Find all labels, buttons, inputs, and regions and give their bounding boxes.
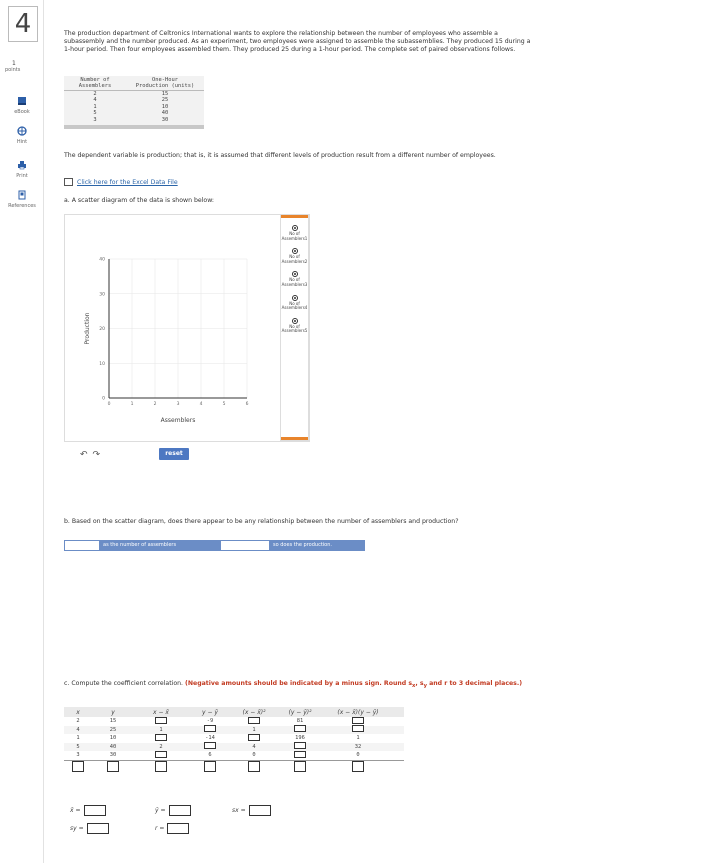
cell: 15 xyxy=(109,718,117,725)
cell: 2 xyxy=(76,718,80,725)
cell: 25 xyxy=(161,97,169,104)
sum-input[interactable] xyxy=(294,761,306,772)
cell: 4 xyxy=(76,726,80,733)
sum-cell[interactable] xyxy=(92,761,134,774)
input-cell[interactable] xyxy=(232,717,276,726)
undo-redo-controls xyxy=(80,450,105,460)
dropdown-text-1: as the number of assemblers xyxy=(100,540,220,551)
legend-item-3[interactable] xyxy=(281,271,308,287)
cell: 0 xyxy=(356,752,360,759)
r-input[interactable] xyxy=(167,823,189,834)
x-tick-label: 5 xyxy=(222,402,226,407)
table-row xyxy=(64,751,404,760)
excel-link-text[interactable]: Click here for the Excel Data File xyxy=(77,178,178,186)
col2-header-line1: One-Hour xyxy=(152,77,178,83)
col1-header-line1: Number of xyxy=(80,77,110,83)
answer-dropdown-row xyxy=(64,540,365,551)
ybar-field xyxy=(155,805,191,816)
dropdown-2[interactable] xyxy=(220,540,270,551)
cell: 30 xyxy=(161,116,169,123)
column-header: (x − x̄)² xyxy=(242,708,266,716)
sx-field xyxy=(232,805,271,816)
table-row xyxy=(64,734,404,743)
r-field xyxy=(155,823,189,834)
print-button[interactable] xyxy=(4,160,40,179)
answer-input[interactable] xyxy=(352,717,364,724)
book-icon xyxy=(17,96,27,106)
column-header: (y − ȳ)² xyxy=(288,708,312,716)
sy-field xyxy=(70,823,109,834)
y-tick-label: 0 xyxy=(102,396,105,402)
x-tick-label: 4 xyxy=(199,402,203,407)
part-c-rounding-note: (Negative amounts should be indicated by a minus sign. Round $s_x$, $s_y$ and r to 3 decimal places.) xyxy=(185,680,523,690)
part-a-text: a. A scatter diagram of the data is shown below: xyxy=(64,197,214,204)
point-marker-icon[interactable] xyxy=(292,225,298,231)
print-label: Print xyxy=(16,173,28,179)
question-number: 4 xyxy=(8,6,38,42)
r-label: r = xyxy=(155,825,165,832)
input-cell[interactable] xyxy=(134,751,188,760)
cell: 2 xyxy=(93,91,97,97)
x-tick-label: 6 xyxy=(245,402,249,407)
scatter-chart[interactable] xyxy=(65,215,311,443)
correlation-table-header xyxy=(64,707,404,717)
ybar-input[interactable] xyxy=(169,805,191,816)
answer-input[interactable] xyxy=(155,751,167,758)
cell: 4 xyxy=(252,743,256,750)
hint-icon xyxy=(17,126,27,136)
cell: 1 xyxy=(252,726,256,733)
sum-cell[interactable] xyxy=(324,761,392,774)
cell: 1 xyxy=(93,103,97,110)
column-header: y xyxy=(111,708,115,716)
column-header: x xyxy=(76,708,80,716)
xbar-field xyxy=(70,805,106,816)
answer-input[interactable] xyxy=(155,717,167,724)
input-cell[interactable] xyxy=(232,734,276,743)
column-header: y − ȳ xyxy=(202,708,218,716)
sum-input[interactable] xyxy=(72,761,84,772)
legend-item-5[interactable] xyxy=(281,318,308,334)
cell: 5 xyxy=(93,110,97,117)
table-scrollbar[interactable] xyxy=(64,125,204,129)
cell: 30 xyxy=(109,752,117,759)
sx-input[interactable] xyxy=(249,805,271,816)
part-c-text xyxy=(64,680,534,690)
cell: 1 xyxy=(356,735,360,742)
cell: -9 xyxy=(206,718,214,725)
excel-file-icon xyxy=(64,178,73,186)
point-marker-icon[interactable] xyxy=(292,318,298,324)
hint-label: Hint xyxy=(16,139,28,145)
table-row xyxy=(64,726,404,735)
input-cell[interactable] xyxy=(134,717,188,726)
dropdown-1[interactable] xyxy=(64,540,100,551)
cell: 25 xyxy=(109,726,117,733)
question-text: The production department of Celtronics International wants to explore the relationship between the number of employees who assemble a subassembly and the number produced. As an experiment, two employees were assigned to assemble the subassemblies. They produced 15 during a 1-hour period. Then four employees assembled them. They produced 25 during a 1-hour period. The complete set of paired observations follows. xyxy=(64,30,531,53)
y-tick-label: 40 xyxy=(99,257,105,263)
references-button[interactable] xyxy=(4,190,40,209)
sum-cell[interactable] xyxy=(188,761,232,774)
sum-cell[interactable] xyxy=(134,761,188,774)
sum-cell[interactable] xyxy=(64,761,92,774)
cell: 6 xyxy=(208,752,212,759)
ebook-button[interactable] xyxy=(4,96,40,115)
sum-input[interactable] xyxy=(248,761,260,772)
sy-label: sy = xyxy=(70,825,84,832)
y-axis-label: Production xyxy=(84,312,91,345)
col2-header-line2: Production (units) xyxy=(135,83,195,89)
answer-input[interactable] xyxy=(294,725,306,732)
cell: -14 xyxy=(205,735,215,742)
cell: 196 xyxy=(295,735,305,742)
x-tick-label: 1 xyxy=(130,402,134,407)
sum-cell[interactable] xyxy=(276,761,324,774)
answer-input[interactable] xyxy=(204,742,216,749)
answer-input[interactable] xyxy=(248,734,260,741)
legend-item-4[interactable] xyxy=(281,295,308,311)
y-tick-label: 20 xyxy=(99,327,105,332)
legend-label: No of Assemblers3 xyxy=(281,277,308,287)
undo-icon[interactable]: ↶ xyxy=(80,450,93,460)
legend-panel xyxy=(280,214,309,441)
x-tick-label: 3 xyxy=(176,402,180,407)
answer-input[interactable] xyxy=(204,725,216,732)
legend-label: No of Assemblers2 xyxy=(281,254,308,264)
legend-item-2[interactable] xyxy=(281,248,308,264)
redo-icon[interactable]: ↷ xyxy=(92,450,106,460)
input-cell[interactable] xyxy=(276,725,324,734)
input-cell[interactable] xyxy=(188,742,232,751)
x-tick-label: 0 xyxy=(107,402,111,407)
ybar-label: ȳ = xyxy=(155,807,166,814)
point-marker-icon[interactable] xyxy=(292,295,298,301)
col1-header-line2: Assemblers xyxy=(78,83,112,89)
points-label: points xyxy=(5,67,21,73)
sum-cell[interactable] xyxy=(232,761,276,774)
cell: 1 xyxy=(76,735,80,742)
cell: 32 xyxy=(354,743,362,750)
points-value: 1 xyxy=(12,60,16,67)
legend-scroll-up[interactable] xyxy=(281,215,308,218)
x-tick-label: 2 xyxy=(153,402,157,407)
xbar-label: x̄ = xyxy=(70,807,81,814)
column-header: x − x̄ xyxy=(153,708,169,716)
legend-label: No of Assemblers5 xyxy=(281,323,308,334)
cell: 5 xyxy=(76,743,80,750)
dependent-variable-text: The dependent variable is production; that is, it is assumed that different levels of production result from a different number of employees. xyxy=(64,152,496,159)
input-cell[interactable] xyxy=(276,751,324,760)
sy-input[interactable] xyxy=(87,823,109,834)
cell: 40 xyxy=(161,110,169,117)
print-icon xyxy=(17,160,27,170)
cell: 3 xyxy=(93,116,97,123)
part-c-instruction: c. Compute the coefficient correlation. xyxy=(64,680,184,687)
legend-label: No of Assemblers4 xyxy=(281,300,308,311)
cell: 0 xyxy=(252,752,256,759)
input-cell[interactable] xyxy=(188,725,232,734)
hint-button[interactable] xyxy=(4,126,40,145)
legend-item-1[interactable] xyxy=(281,225,308,241)
table-row xyxy=(64,117,204,123)
sx-label: sx = xyxy=(232,807,246,814)
sum-input[interactable] xyxy=(352,761,364,772)
point-marker-icon[interactable] xyxy=(292,271,298,277)
cell: 4 xyxy=(93,97,97,104)
table-row xyxy=(64,743,404,752)
cell: 1 xyxy=(159,726,163,733)
column-header: (x − x̄)(y − ȳ) xyxy=(337,708,379,716)
cell: 2 xyxy=(159,743,163,750)
correlation-table xyxy=(64,707,404,774)
cell: 3 xyxy=(76,752,80,759)
legend-label: No of Assemblers1 xyxy=(281,231,308,241)
cell: 15 xyxy=(161,91,169,97)
legend-scroll-down[interactable] xyxy=(281,437,308,440)
table-row xyxy=(64,717,404,726)
cell: 81 xyxy=(296,718,304,725)
left-rail xyxy=(0,0,44,863)
y-tick-label: 30 xyxy=(99,292,105,298)
point-marker-icon[interactable] xyxy=(292,248,298,254)
reset-button[interactable]: reset xyxy=(159,448,189,460)
references-label: References xyxy=(8,203,36,209)
ebook-label: eBook xyxy=(14,109,30,115)
sum-input[interactable] xyxy=(107,761,119,772)
answer-input[interactable] xyxy=(155,734,167,741)
cell: 40 xyxy=(109,743,117,750)
sum-row xyxy=(64,760,404,774)
answer-input[interactable] xyxy=(294,751,306,758)
dropdown-text-2: so does the production. xyxy=(270,540,365,551)
answer-input[interactable] xyxy=(248,717,260,724)
x-axis-label: Assemblers xyxy=(160,417,196,424)
answer-input[interactable] xyxy=(294,742,306,749)
cell: 10 xyxy=(109,735,117,742)
data-table xyxy=(64,76,204,129)
input-cell[interactable] xyxy=(324,725,392,734)
scatter-chart-frame[interactable] xyxy=(64,214,310,442)
input-cell[interactable] xyxy=(134,734,188,743)
part-b-text: b. Based on the scatter diagram, does there appear to be any relationship between the number of assemblers and production? xyxy=(64,518,459,525)
y-tick-label: 10 xyxy=(99,361,105,367)
answer-input[interactable] xyxy=(352,725,364,732)
data-table-header xyxy=(64,76,204,91)
cell: 10 xyxy=(161,103,169,110)
references-icon xyxy=(17,190,27,200)
xbar-input[interactable] xyxy=(84,805,106,816)
sum-input[interactable] xyxy=(155,761,167,772)
sum-input[interactable] xyxy=(204,761,216,772)
excel-link[interactable] xyxy=(64,178,178,186)
